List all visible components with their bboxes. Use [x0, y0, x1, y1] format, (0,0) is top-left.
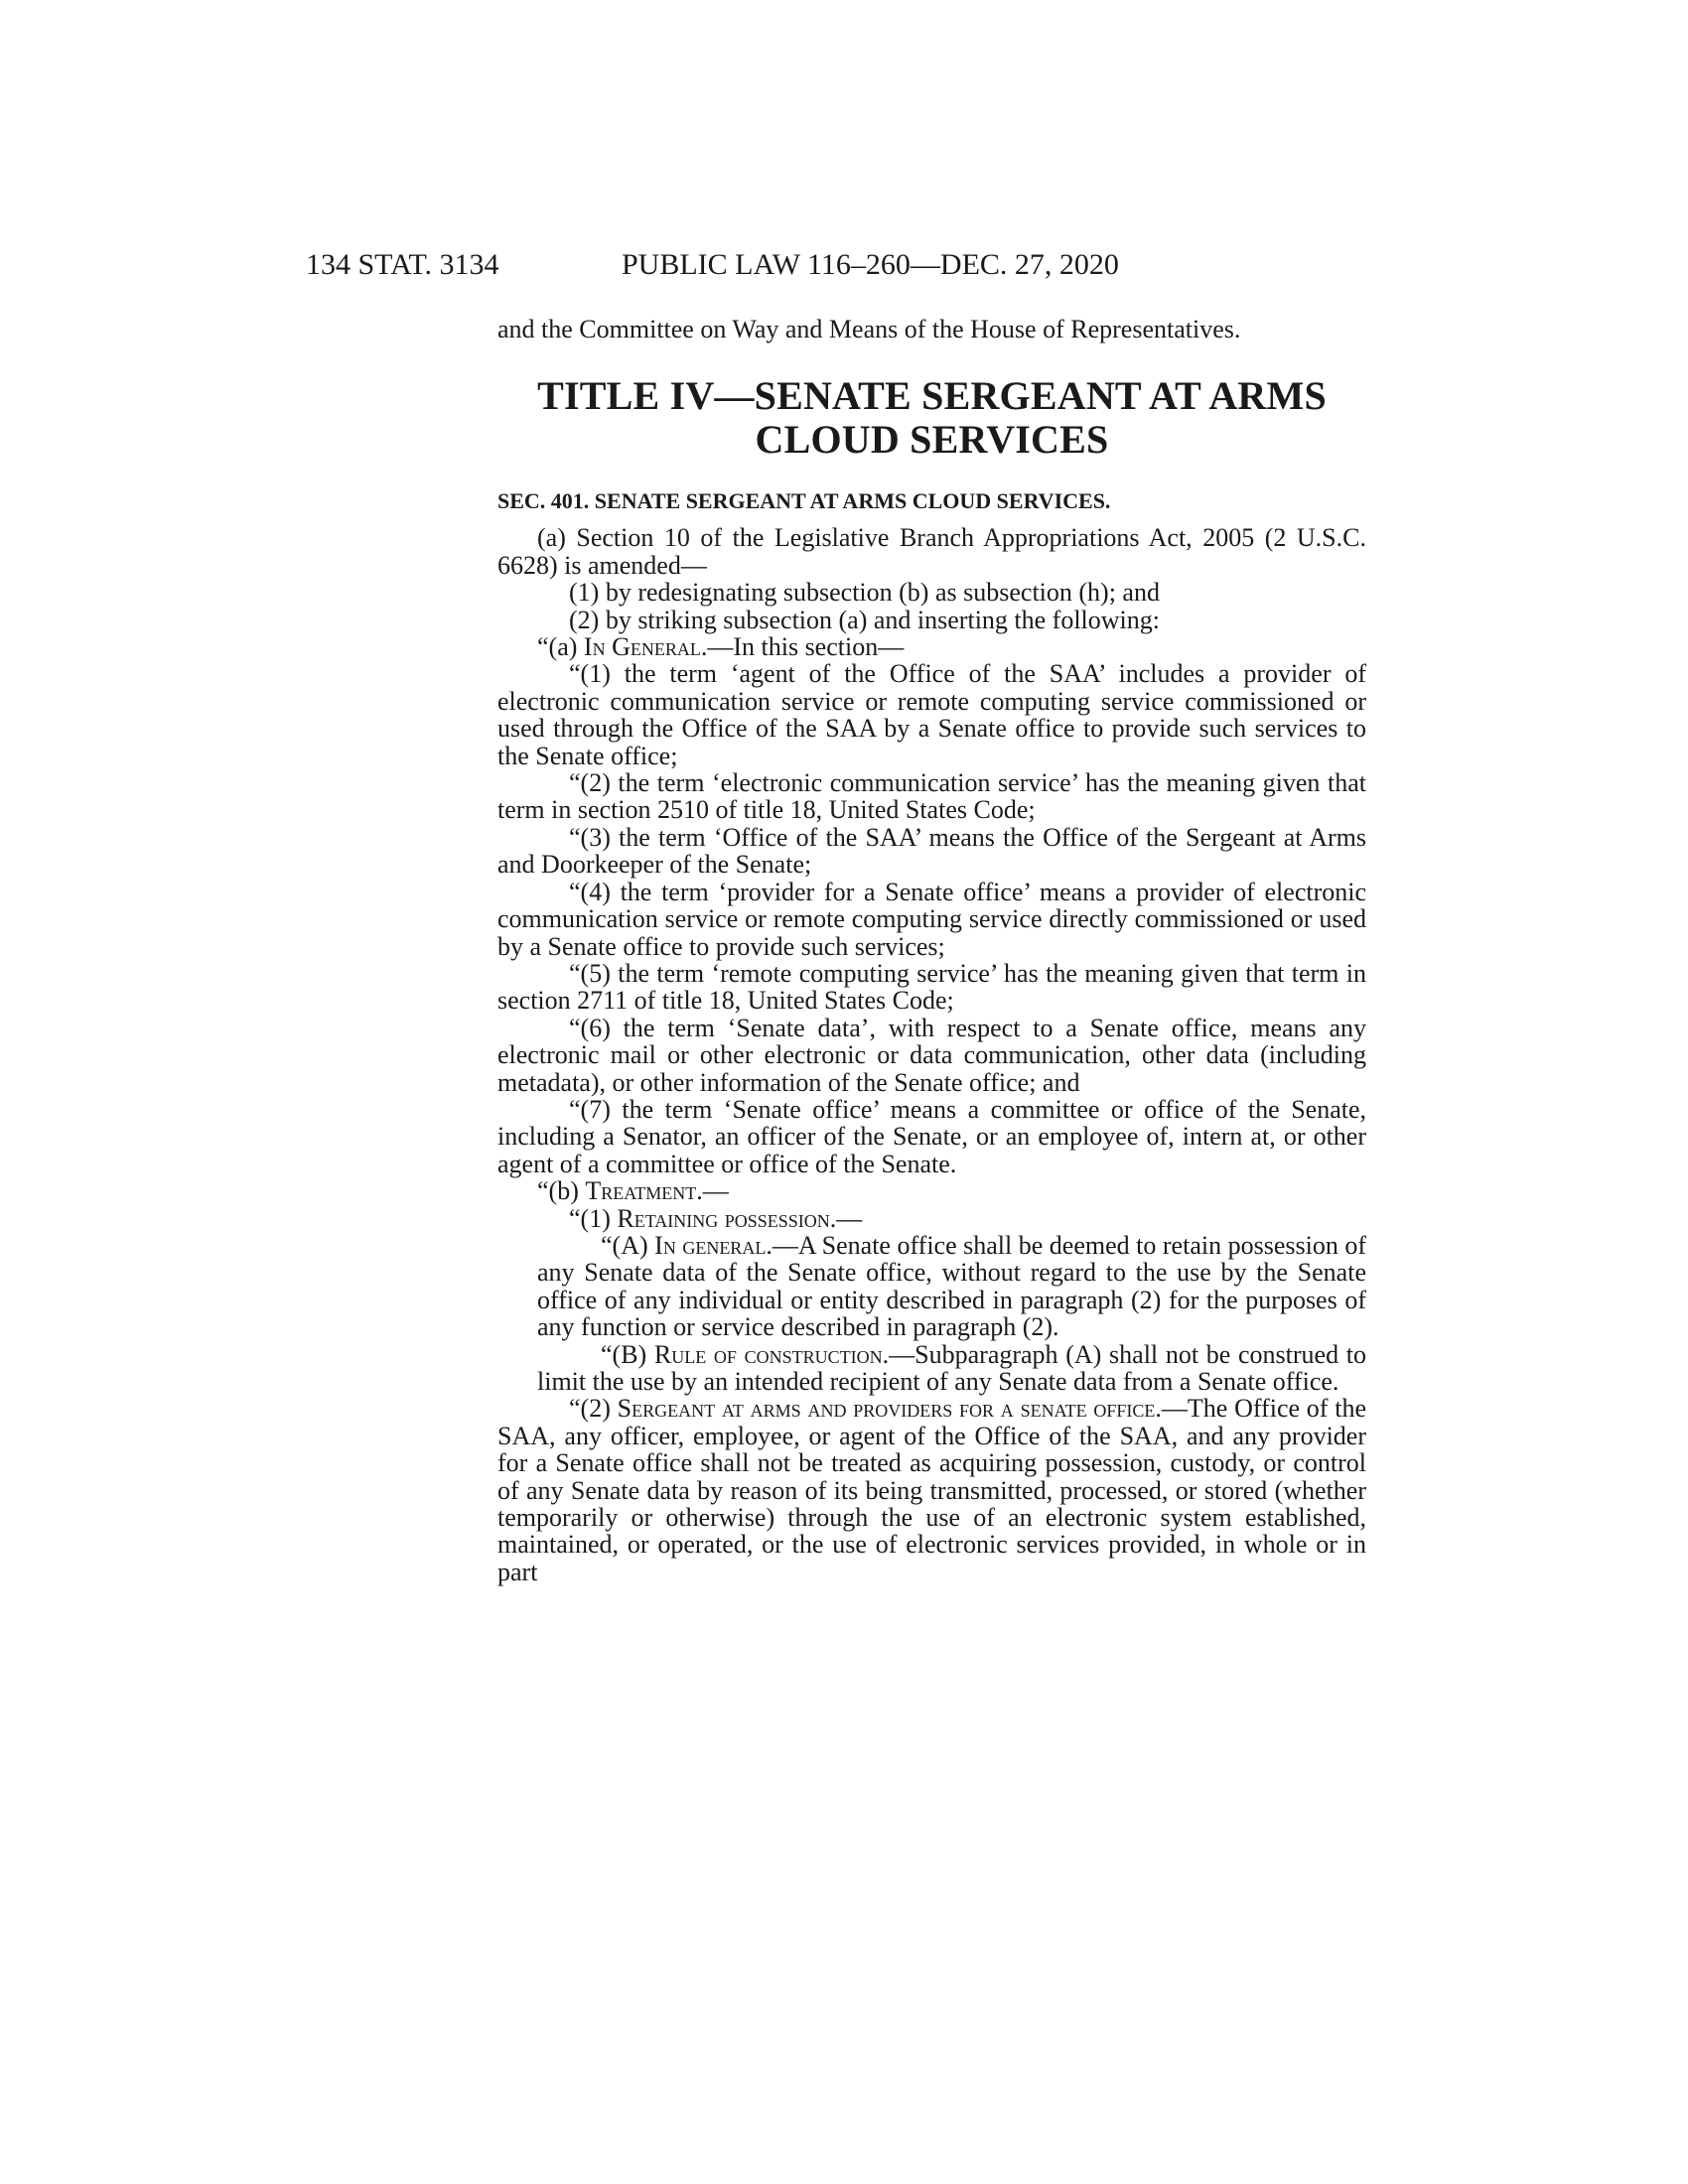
title-line-1: TITLE IV—SENATE SERGEANT AT ARMS	[537, 373, 1327, 419]
subparagraph-b1a-text: .—A Senate office shall be deemed to retain possession of any Senate data of the Senate office, without regard to the use by the Senate office of any individual or entity described in paragraph (2) for the purposes of any function or service described in paragraph (2).	[537, 1230, 1366, 1342]
paragraph-b1-text: .—	[829, 1203, 863, 1233]
definition-6: “(6) the term ‘Senate data’, with respect to a Senate office, means any electronic mail or other electronic or data communication, other data (including metadata), or other information of the Senate office; and	[497, 1013, 1366, 1097]
subparagraph-b1a	[497, 1232, 1366, 1341]
document-body	[497, 316, 1366, 1585]
subsection-b-heading	[497, 1177, 1366, 1204]
paragraph-b2-text: .—The Office of the SAA, any officer, employee, or agent of the Office of the SAA, and any provider for a Senate office shall not be treated as acquiring possession, custody, or control of any Senate data by reason of its being transmitted, processed, or stored (whether temporarily or otherwise) through the use of an electronic system established, maintained, or operated, or the use of electronic services provided, in whole or in part	[497, 1394, 1366, 1586]
paragraph-intro-a: (a) Section 10 of the Legislative Branch Appropriations Act, 2005 (2 U.S.C. 6628) is amended—	[497, 523, 1366, 580]
subparagraph-b1b-label: “(B)	[601, 1339, 654, 1369]
paragraph-b1-caption: Retaining possession	[617, 1203, 830, 1233]
title-line-2: CLOUD SERVICES	[755, 417, 1109, 463]
subsection-b-text: .—	[696, 1176, 729, 1206]
subsection-a-label: “(a)	[537, 632, 584, 662]
definition-7: “(7) the term ‘Senate office’ means a committee or office of the Senate, including a Senator, an officer of the Senate, or an employee of, intern at, or other agent of a committee or office of the Senate.	[497, 1094, 1366, 1178]
stat-page-number: 134 STAT. 3134	[306, 248, 499, 281]
subparagraph-b1a-caption: In general	[654, 1230, 767, 1260]
paragraph-b1-heading	[497, 1205, 1366, 1232]
section-heading: SEC. 401. SENATE SERGEANT AT ARMS CLOUD SERVICES.	[497, 488, 1111, 514]
subsection-b-label: “(b)	[537, 1176, 586, 1206]
page-header	[306, 248, 1366, 282]
definition-1: “(1) the term ‘agent of the Office of the SAA’ includes a provider of electronic communication service or remote computing service commissioned or used through the Office of the SAA by a Senate office to provide such services to the Senate office;	[497, 659, 1366, 770]
paragraph-b2-caption: Sergeant at arms and providers for a senate office	[617, 1394, 1156, 1424]
subparagraph-b1b-caption: Rule of construction	[653, 1339, 883, 1369]
public-law-citation: PUBLIC LAW 116–260—DEC. 27, 2020	[622, 248, 1119, 281]
definition-2: “(2) the term ‘electronic communication service’ has the meaning given that term in section 2510 of title 18, United States Code;	[497, 768, 1366, 825]
continuation-paragraph: and the Committee on Way and Means of the House of Representatives.	[497, 315, 1241, 343]
subparagraph-b1b	[497, 1341, 1366, 1396]
paragraph-b1-label: “(1)	[569, 1203, 618, 1233]
definition-4: “(4) the term ‘provider for a Senate office’ means a provider of electronic communication service or remote computing service directly commissioned or used by a Senate office to provide such services;	[497, 877, 1366, 961]
subsection-a-caption: In General	[583, 632, 701, 662]
paragraph-amend-1: (1) by redesignating subsection (b) as subsection (h); and	[569, 578, 1160, 608]
definition-3: “(3) the term ‘Office of the SAA’ means the Office of the Sergeant at Arms and Doorkeeper of the Senate;	[497, 822, 1366, 880]
paragraph-amend-2: (2) by striking subsection (a) and inserting the following:	[569, 605, 1161, 634]
subparagraph-b1b-text: .—Subparagraph (A) shall not be construed to limit the use by an intended recipient of any Senate data from a Senate office.	[537, 1339, 1366, 1396]
subsection-a-text: .—In this section—	[700, 632, 905, 662]
subsection-b-caption: Treatment	[585, 1176, 697, 1206]
title-heading	[497, 374, 1366, 462]
subsection-a-heading	[497, 633, 1366, 660]
definition-5: “(5) the term ‘remote computing service’ has the meaning given that term in section 2711 of title 18, United States Code;	[497, 958, 1366, 1016]
subparagraph-b1a-label: “(A)	[601, 1230, 655, 1260]
paragraph-b2-label: “(2)	[569, 1394, 618, 1424]
paragraph-b2	[497, 1395, 1366, 1585]
